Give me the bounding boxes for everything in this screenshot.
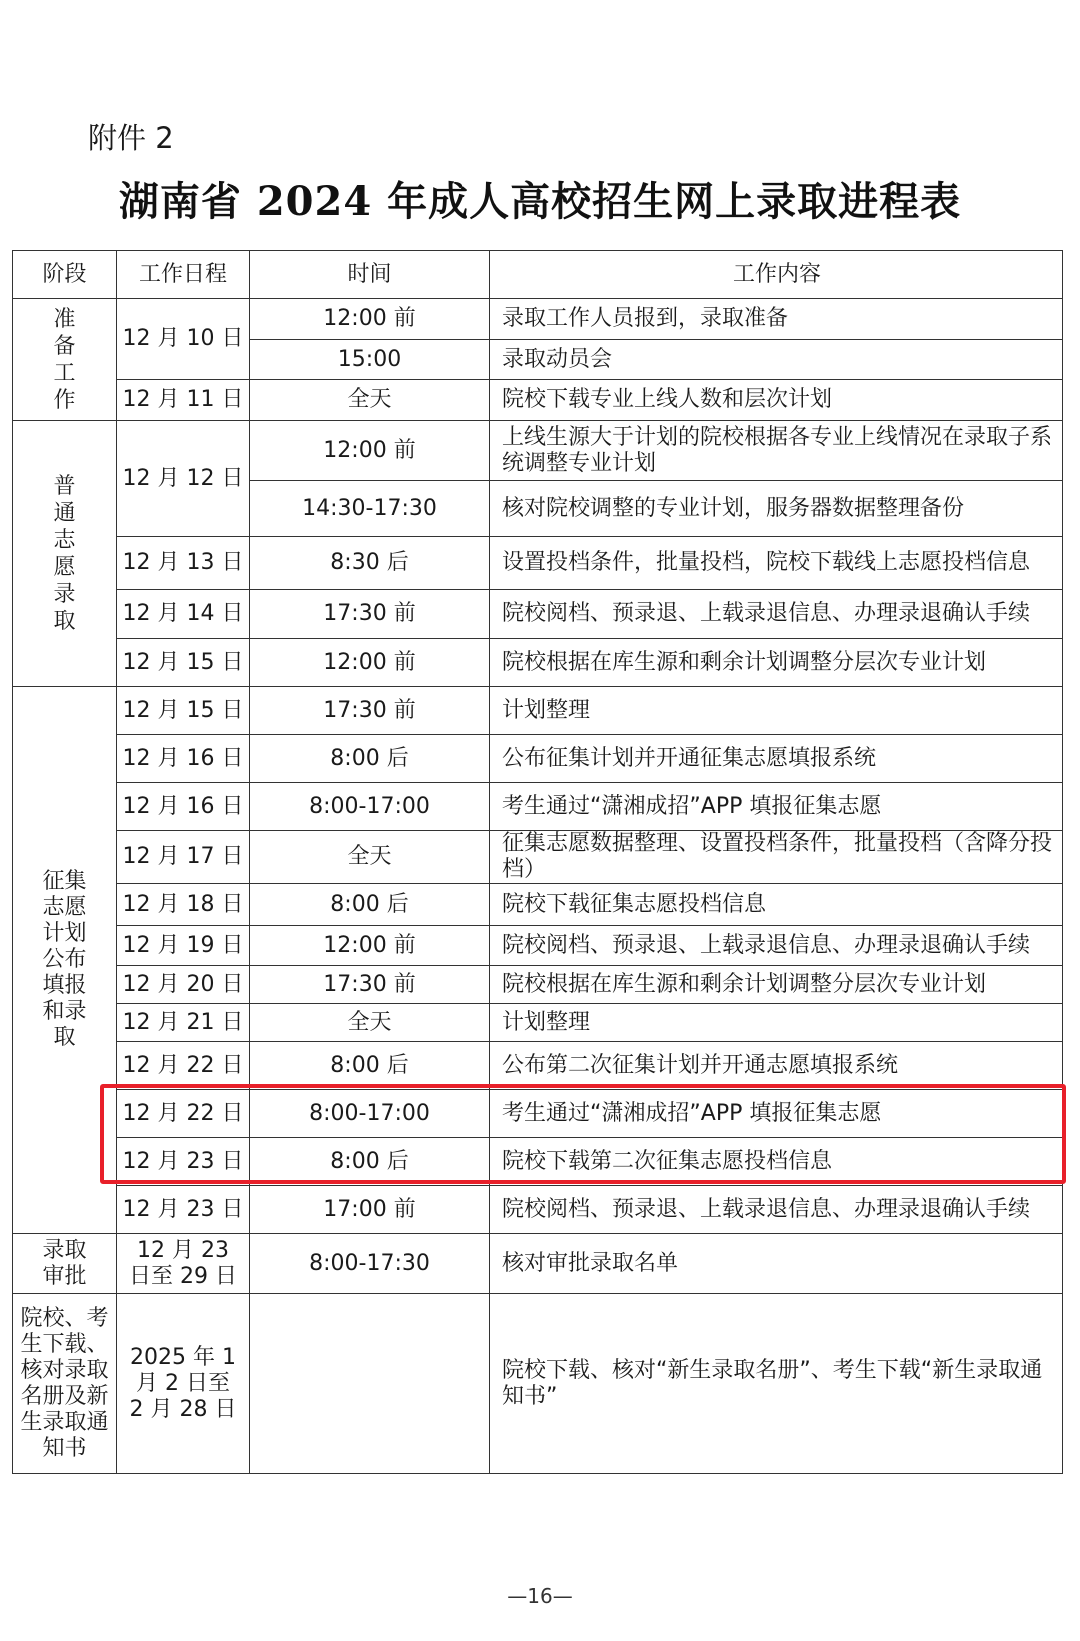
table-row — [13, 926, 1063, 966]
date-cell: 12 月 22 日 — [117, 1042, 250, 1090]
date-cell: 12 月 19 日 — [117, 926, 250, 966]
work-cell: 公布第二次征集计划并开通志愿填报系统 — [490, 1042, 1063, 1090]
date-cell: 12 月 16 日 — [117, 783, 250, 831]
date-cell: 12 月 23 日 — [117, 1186, 250, 1234]
table-row — [13, 1186, 1063, 1234]
time-cell: 全天 — [250, 380, 490, 421]
work-cell: 计划整理 — [490, 1004, 1063, 1042]
table-row — [13, 1234, 1063, 1294]
date-cell — [117, 1294, 250, 1474]
date-range: 2025 年 1 月 2 日至 2 月 28 日 — [129, 1344, 237, 1422]
work-cell: 计划整理 — [490, 687, 1063, 735]
time-cell: 12:00 前 — [250, 299, 490, 340]
header-stage: 阶段 — [13, 251, 117, 299]
work-cell: 院校下载第二次征集志愿投档信息 — [490, 1138, 1063, 1186]
table-row — [13, 639, 1063, 687]
time-cell: 14:30-17:30 — [250, 481, 490, 537]
header-work: 工作内容 — [490, 251, 1063, 299]
time-cell: 12:00 前 — [250, 926, 490, 966]
work-cell: 设置投档条件，批量投档，院校下载线上志愿投档信息 — [490, 537, 1063, 590]
attachment-label: 附件 2 — [88, 121, 174, 155]
time-cell — [250, 1294, 490, 1474]
work-cell: 录取动员会 — [490, 340, 1063, 380]
work-cell: 公布征集计划并开通征集志愿填报系统 — [490, 735, 1063, 783]
table-row — [13, 590, 1063, 639]
date-range: 12 月 23 日至 29 日 — [129, 1237, 237, 1289]
date-cell: 12 月 15 日 — [117, 639, 250, 687]
table-row — [13, 735, 1063, 783]
time-cell: 8:00 后 — [250, 1042, 490, 1090]
date-cell — [117, 1234, 250, 1294]
date-cell: 12 月 18 日 — [117, 884, 250, 926]
work-cell: 考生通过“潇湘成招”APP 填报征集志愿 — [490, 783, 1063, 831]
highlight-box — [100, 1084, 1066, 1184]
time-cell: 8:00 后 — [250, 1138, 490, 1186]
date-cell: 12 月 16 日 — [117, 735, 250, 783]
table-row — [13, 687, 1063, 735]
time-cell: 12:00 前 — [250, 421, 490, 481]
table-row — [13, 380, 1063, 421]
work-cell: 考生通过“潇湘成招”APP 填报征集志愿 — [490, 1090, 1063, 1138]
work-cell: 院校下载、核对“新生录取名册”、考生下载“新生录取通知书” — [490, 1294, 1063, 1474]
table-row — [13, 1294, 1063, 1474]
table-row — [13, 299, 1063, 340]
work-cell: 上线生源大于计划的院校根据各专业上线情况在录取子系统调整专业计划 — [490, 421, 1063, 481]
time-cell: 17:30 前 — [250, 687, 490, 735]
work-cell: 院校阅档、预录退、上载录退信息、办理录退确认手续 — [490, 1186, 1063, 1234]
date-cell: 12 月 21 日 — [117, 1004, 250, 1042]
work-cell: 录取工作人员报到，录取准备 — [490, 299, 1063, 340]
table-header-row — [13, 251, 1063, 299]
time-cell: 12:00 前 — [250, 639, 490, 687]
header-date: 工作日程 — [117, 251, 250, 299]
date-cell: 12 月 12 日 — [117, 421, 250, 537]
time-cell: 17:00 前 — [250, 1186, 490, 1234]
stage-label-collect: 征集志愿计划公布填报和录取 — [42, 869, 87, 1050]
time-cell: 8:00 后 — [250, 735, 490, 783]
stage-label-review: 录取审批 — [42, 1237, 87, 1289]
date-cell: 12 月 11 日 — [117, 380, 250, 421]
stage-label-normal: 普通志愿录取 — [53, 473, 76, 634]
stage-label-prep: 准备工作 — [53, 306, 76, 413]
time-cell: 8:00-17:00 — [250, 1090, 490, 1138]
date-cell: 12 月 20 日 — [117, 966, 250, 1004]
table-row — [13, 884, 1063, 926]
work-cell: 院校下载征集志愿投档信息 — [490, 884, 1063, 926]
schedule-table — [12, 250, 1063, 1474]
table-row — [13, 537, 1063, 590]
work-cell: 院校根据在库生源和剩余计划调整分层次专业计划 — [490, 966, 1063, 1004]
work-cell: 院校阅档、预录退、上载录退信息、办理录退确认手续 — [490, 926, 1063, 966]
date-cell: 12 月 23 日 — [117, 1138, 250, 1186]
stage-cell-normal — [13, 421, 117, 687]
work-cell: 征集志愿数据整理、设置投档条件，批量投档（含降分投档） — [490, 831, 1063, 884]
header-time: 时间 — [250, 251, 490, 299]
time-cell: 15:00 — [250, 340, 490, 380]
page-number: —16— — [507, 1584, 573, 1608]
work-cell: 院校阅档、预录退、上载录退信息、办理录退确认手续 — [490, 590, 1063, 639]
table-row — [13, 421, 1063, 481]
date-cell: 12 月 22 日 — [117, 1090, 250, 1138]
date-cell: 12 月 14 日 — [117, 590, 250, 639]
table-row — [13, 966, 1063, 1004]
time-cell: 8:00 后 — [250, 884, 490, 926]
table-row — [13, 831, 1063, 884]
work-cell: 核对院校调整的专业计划，服务器数据整理备份 — [490, 481, 1063, 537]
time-cell: 全天 — [250, 1004, 490, 1042]
work-cell: 核对审批录取名单 — [490, 1234, 1063, 1294]
time-cell: 8:00-17:00 — [250, 783, 490, 831]
work-cell: 院校下载专业上线人数和层次计划 — [490, 380, 1063, 421]
table-row — [13, 1042, 1063, 1090]
date-cell: 12 月 15 日 — [117, 687, 250, 735]
time-cell: 8:30 后 — [250, 537, 490, 590]
table-row — [13, 783, 1063, 831]
stage-cell-prep — [13, 299, 117, 421]
date-cell: 12 月 13 日 — [117, 537, 250, 590]
time-cell: 8:00-17:30 — [250, 1234, 490, 1294]
time-cell: 17:30 前 — [250, 966, 490, 1004]
work-cell: 院校根据在库生源和剩余计划调整分层次专业计划 — [490, 639, 1063, 687]
stage-label-download: 院校、考生下载、核对录取名册及新生录取通知书 — [20, 1305, 109, 1461]
date-cell: 12 月 17 日 — [117, 831, 250, 884]
time-cell: 17:30 前 — [250, 590, 490, 639]
table-row — [13, 1004, 1063, 1042]
document-title: 湖南省 2024 年成人高校招生网上录取进程表 — [118, 178, 962, 225]
stage-cell-download — [13, 1294, 117, 1474]
date-cell: 12 月 10 日 — [117, 299, 250, 380]
time-cell: 全天 — [250, 831, 490, 884]
stage-cell-review — [13, 1234, 117, 1294]
